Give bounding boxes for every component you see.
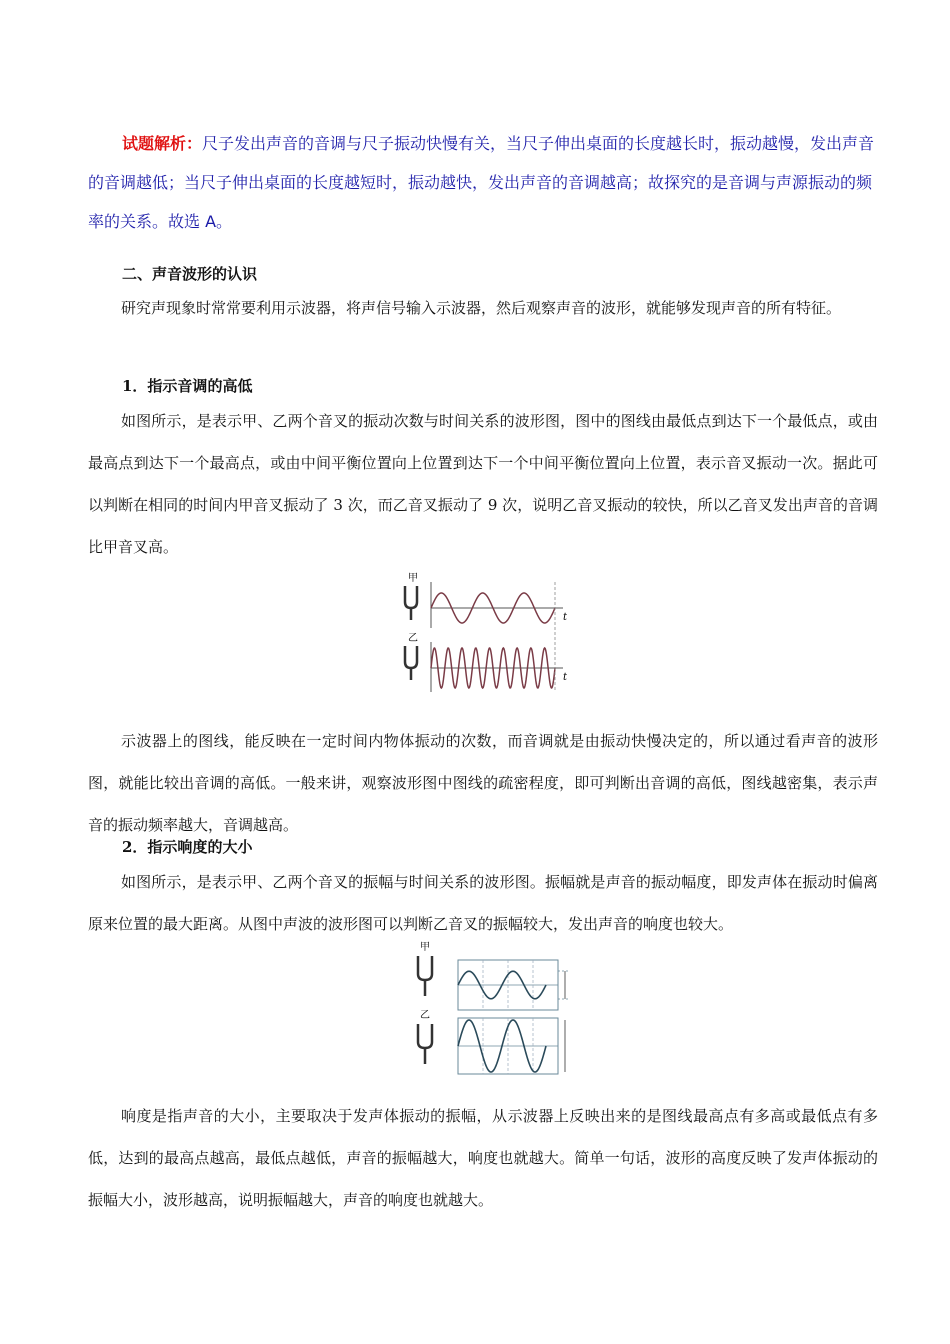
tuning-fork-icon [405, 646, 417, 680]
fig1-label-yi: 乙 [408, 633, 418, 644]
sub1-title: 1．指示音调的高低 [122, 377, 253, 395]
analysis-text: 尺子发出声音的音调与尺子振动快慢有关，当尺子伸出桌面的长度越长时，振动越慢，发出声音的音调越低；当尺子伸出桌面的长度越短时，振动越快，发出声音的音调越高；故探究的是音调与声源振动的频率的关系。故选 A。 [88, 134, 875, 231]
fig1-label-jia: 甲 [408, 573, 418, 584]
sub1-paragraph-2: 示波器上的图线，能反映在一定时间内物体振动的次数，而音调就是由振动快慢决定的，所以通过看声音的波形图，就能比较出音调的高低。一般来讲，观察波形图中图线的疏密程度，即可判断出音调的高低，图线越密集，表示声音的振动频率越大，音调越高。 [88, 732, 878, 834]
section-intro: 研究声现象时常常要利用示波器，将声信号输入示波器，然后观察声音的波形，就能够发现声音的所有特征。 [121, 299, 842, 317]
section-title: 二、声音波形的认识 [122, 265, 258, 283]
sub2-title: 2．指示响度的大小 [122, 838, 253, 856]
sub1-paragraph-1: 如图所示，是表示甲、乙两个音叉的振动次数与时间关系的波形图，图中的图线由最低点到达下一个最低点，或由最高点到达下一个最高点，或由中间平衡位置向上位置到达下一个中间平衡位置向上位置，表示音叉振动一次。据此可以判断在相同的时间内甲音叉振动了 3 次，而乙音叉振动了 9 次，说明乙音叉振动的较快，所以乙音叉发出声音的音调比甲音叉高。 [88, 412, 878, 556]
fig1-axis-label-yi: t [563, 672, 568, 683]
sub2-paragraph-2: 响度是指声音的大小，主要取决于发声体振动的振幅，从示波器上反映出来的是图线最高点有多高或最低点有多低，达到的最高点越高，最低点越低，声音的振幅越大，响度也就越大。简单一句话，波形的高度反映了发声体振动的振幅大小，波形越高，说明振幅越大，声音的响度也就越大。 [88, 1107, 878, 1209]
analysis-paragraph [88, 124, 878, 241]
tuning-fork-icon [418, 956, 432, 996]
fig2-label-yi: 乙 [420, 1010, 430, 1021]
tuning-fork-icon [418, 1024, 432, 1064]
tuning-fork-icon [405, 586, 417, 620]
analysis-label: 试题解析： [122, 134, 203, 153]
fig2-label-jia: 甲 [420, 942, 430, 953]
sub2-paragraph-1: 如图所示，是表示甲、乙两个音叉的振幅与时间关系的波形图。振幅就是声音的振动幅度，即发声体在振动时偏离原来位置的最大距离。从图中声波的波形图可以判断乙音叉的振幅较大，发出声音的响度也较大。 [88, 873, 878, 933]
fig1-axis-label-jia: t [563, 612, 568, 623]
pitch-waveform-figure [395, 568, 575, 698]
amplitude-waveform-figure [408, 938, 578, 1080]
